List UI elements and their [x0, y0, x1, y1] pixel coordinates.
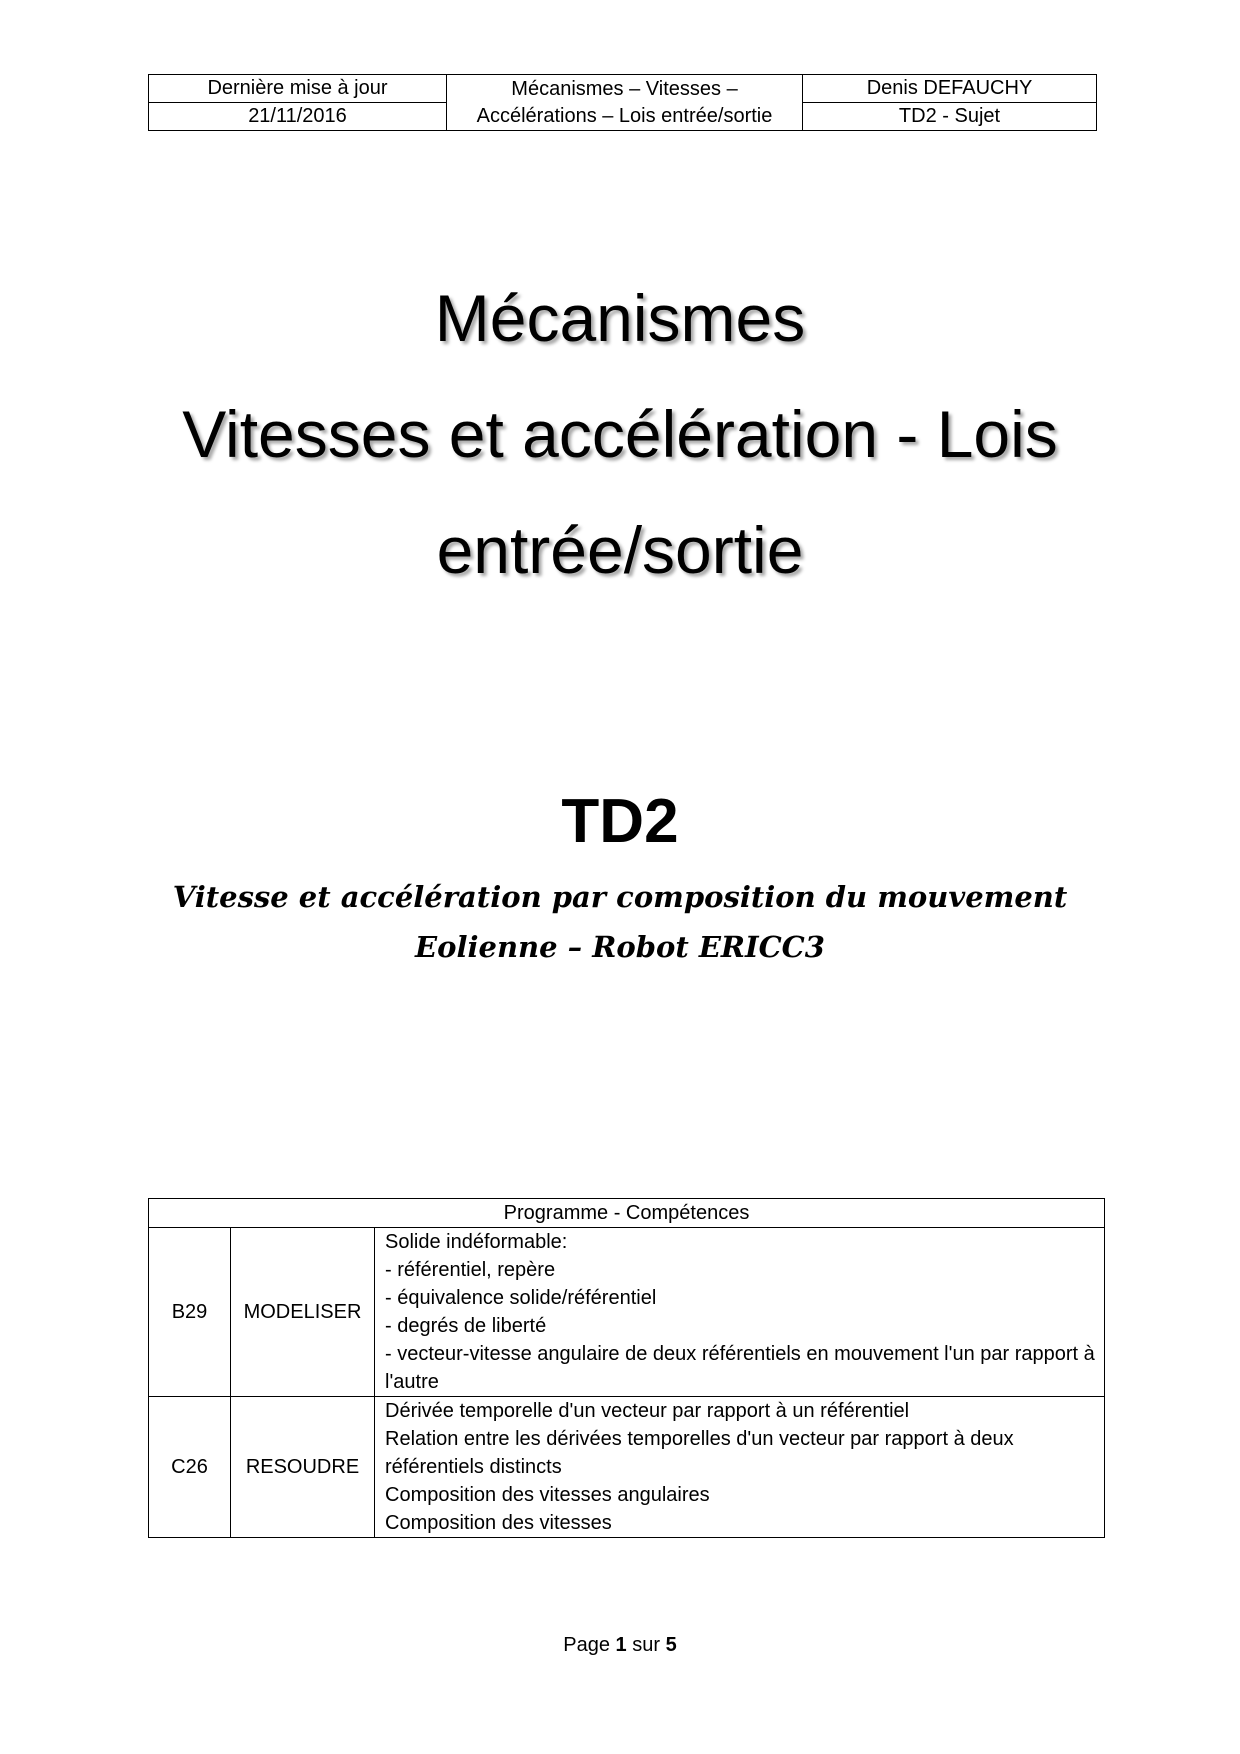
td-heading: TD2	[561, 787, 679, 856]
competences-table	[148, 1198, 1105, 1538]
competence-line: Relation entre les dérivées temporelles d'un vecteur par rapport à deux référentiels distincts	[385, 1428, 1014, 1478]
competence-description	[375, 1397, 1105, 1538]
td-subtitle	[0, 872, 1240, 972]
table-row	[149, 1228, 1105, 1397]
competences-header: Programme - Compétences	[149, 1199, 1105, 1228]
title-line1: Mécanismes	[434, 281, 806, 355]
table-row	[149, 1397, 1105, 1538]
competence-line: Dérivée temporelle d'un vecteur par rapport à un référentiel	[385, 1400, 910, 1422]
author: Denis DEFAUCHY	[803, 75, 1097, 103]
title-line3: entrée/sortie	[436, 513, 804, 587]
subtitle-line1: Vitesse et accélération par composition du mouvement	[172, 880, 1068, 914]
competence-line: - équivalence solide/référentiel	[385, 1287, 657, 1309]
doc-ref: TD2 - Sujet	[803, 103, 1097, 131]
competence-line: Composition des vitesses	[385, 1512, 612, 1534]
competence-line: - degrés de liberté	[385, 1315, 547, 1337]
competence-line: - référentiel, repère	[385, 1259, 556, 1281]
subtitle-line2: Eolienne – Robot ERICC3	[415, 930, 825, 964]
page-sep: sur	[632, 1634, 661, 1656]
competence-verb: MODELISER	[231, 1228, 375, 1397]
page-current: 1	[615, 1634, 627, 1656]
competence-verb: RESOUDRE	[231, 1397, 375, 1538]
last-update-label: Dernière mise à jour	[149, 75, 447, 103]
competence-description	[375, 1228, 1105, 1397]
page-title	[0, 260, 1240, 608]
last-update-date: 21/11/2016	[149, 103, 447, 131]
course-title-line1: Mécanismes – Vitesses –	[511, 77, 738, 100]
course-title-line2: Accélérations – Lois entrée/sortie	[476, 104, 773, 127]
page-footer	[0, 1634, 1240, 1657]
header-table	[148, 74, 1097, 131]
competence-line: Composition des vitesses angulaires	[385, 1484, 710, 1506]
competence-line: - vecteur-vitesse angulaire de deux référentiels en mouvement l'un par rapport à l'autre	[385, 1343, 1095, 1393]
page-total: 5	[665, 1634, 677, 1656]
title-line2: Vitesses et accélération - Lois	[182, 397, 1058, 471]
competence-code: B29	[149, 1228, 231, 1397]
competence-code: C26	[149, 1397, 231, 1538]
competence-line: Solide indéformable:	[385, 1231, 568, 1253]
course-title	[447, 75, 803, 131]
page-prefix: Page	[563, 1634, 610, 1656]
